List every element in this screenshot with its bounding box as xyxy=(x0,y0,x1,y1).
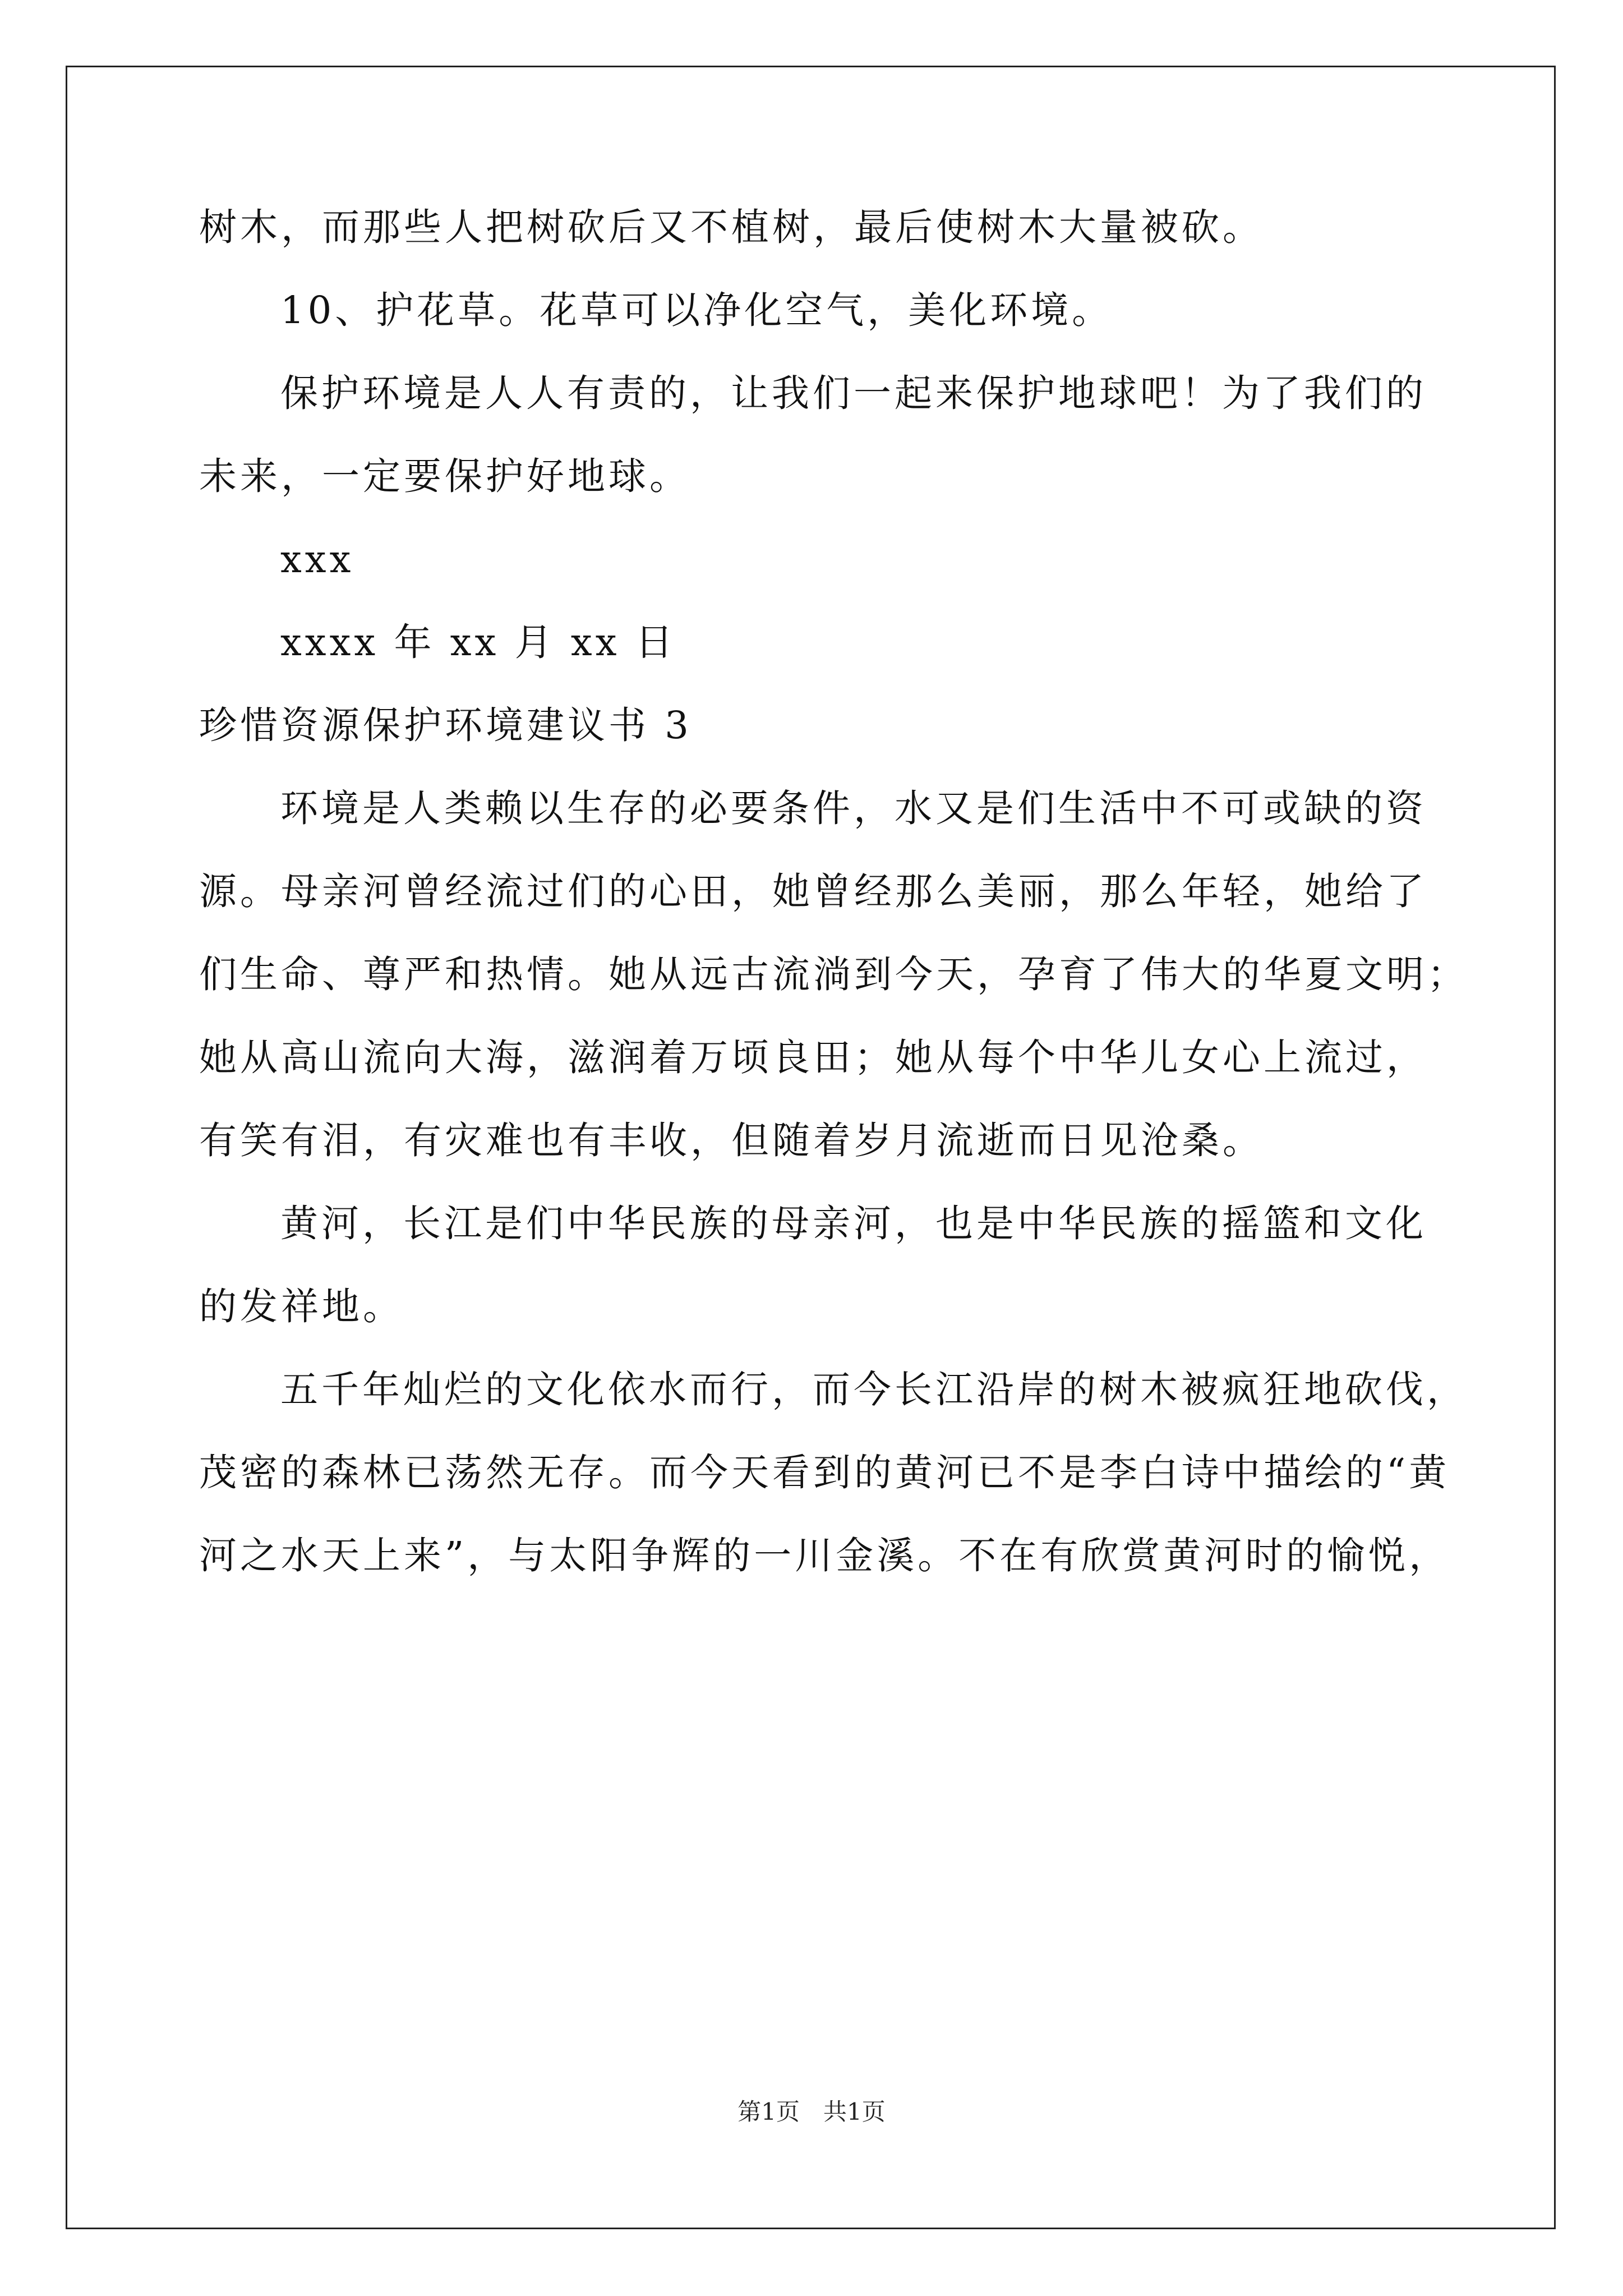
paragraph-line: 环境是人类赖以生存的必要条件，水又是们生活中不可或缺的资 xyxy=(280,786,1427,830)
paragraph-line: 树木，而那些人把树砍后又不植树，最后使树木大量被砍。 xyxy=(199,205,1264,249)
paragraph-line: 保护环境是人人有责的，让我们一起来保护地球吧！为了我们的 xyxy=(280,371,1427,415)
paragraph-line: 的发祥地。 xyxy=(199,1285,404,1328)
paragraph-line: 五千年灿烂的文化依水而行，而今长江沿岸的树木被疯狂地砍伐， xyxy=(280,1368,1468,1411)
paragraph-line: 她从高山流向大海，滋润着万顷良田；她从每个中华儿女心上流过， xyxy=(199,1036,1427,1079)
paragraph-line: 10、护花草。花草可以净化空气，美化环境。 xyxy=(280,288,1113,332)
paragraph-line: 黄河，长江是们中华民族的母亲河，也是中华民族的摇篮和文化 xyxy=(280,1202,1427,1245)
signature-date: xxxx 年 xx 月 xx 日 xyxy=(280,620,676,664)
paragraph-line: 有笑有泪，有灾难也有丰收，但随着岁月流逝而日见沧桑。 xyxy=(199,1119,1264,1162)
page-footer: 第1页 共1页 xyxy=(737,2098,886,2125)
paragraph-line: 们生命、尊严和热情。她从远古流淌到今天，孕育了伟大的华夏文明； xyxy=(199,953,1468,996)
signature-name: xxx xyxy=(280,537,354,581)
paragraph-line: 茂密的森林已荡然无存。而今天看到的黄河已不是李白诗中描绘的“黄 xyxy=(199,1451,1450,1494)
paragraph-line: 河之水天上来”，与太阳争辉的一川金溪。不在有欣赏黄河时的愉悦， xyxy=(199,1534,1450,1577)
section-title: 珍惜资源保护环境建议书 3 xyxy=(199,703,692,747)
paragraph-line: 源。母亲河曾经流过们的心田，她曾经那么美丽，那么年轻，她给了 xyxy=(199,869,1427,913)
paragraph-line: 未来，一定要保护好地球。 xyxy=(199,454,690,498)
